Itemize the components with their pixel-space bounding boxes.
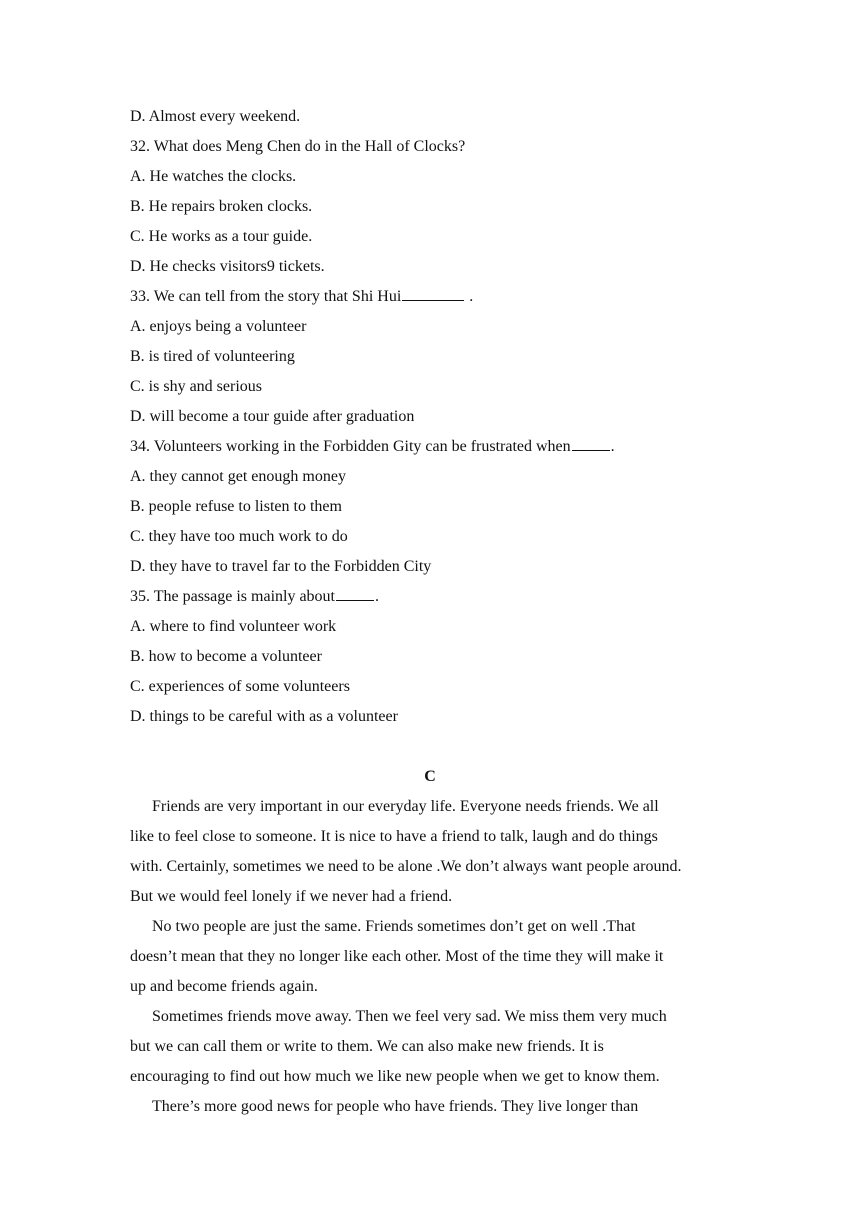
document-body	[130, 102, 770, 1122]
q32-option-b: B. He repairs broken clocks.	[130, 198, 313, 215]
paragraph-line: up and become friends again.	[130, 978, 318, 995]
paragraph-line: like to feel close to someone. It is nice to have a friend to talk, laugh and do things	[130, 828, 658, 845]
q35-stem-text: 35. The passage is mainly about	[130, 588, 335, 605]
q34-stem	[130, 432, 770, 462]
paragraph-line: encouraging to find out how much we like new people when we get to know them.	[130, 1068, 660, 1085]
q33-option-b: B. is tired of volunteering	[130, 348, 295, 365]
q35-answer-blank	[336, 585, 374, 601]
q34-stem-end: .	[610, 438, 615, 455]
q34-option-a: A. they cannot get enough money	[130, 468, 346, 485]
paragraph-1	[130, 792, 770, 912]
paragraph-line: but we can call them or write to them. We can also make new friends. It is	[130, 1038, 604, 1055]
q35-option-d: D. things to be careful with as a volunteer	[130, 708, 398, 725]
q33-option-c: C. is shy and serious	[130, 378, 262, 395]
q34-stem-text: 34. Volunteers working in the Forbidden Gity can be frustrated when	[130, 438, 571, 455]
q34-option-b: B. people refuse to listen to them	[130, 498, 342, 515]
paragraph-4	[130, 1092, 770, 1122]
paragraph-2	[130, 912, 770, 1002]
paragraph-line: doesn’t mean that they no longer like each other. Most of the time they will make it	[130, 948, 664, 965]
paragraph-line: with. Certainly, sometimes we need to be alone .We don’t always want people around.	[130, 858, 682, 875]
section-spacer	[130, 732, 770, 762]
q33-option-a: A. enjoys being a volunteer	[130, 318, 307, 335]
q35-stem-end: .	[375, 588, 379, 605]
paragraph-line: There’s more good news for people who have friends. They live longer than	[152, 1098, 639, 1115]
paragraph-3	[130, 1002, 770, 1092]
paragraph-line: Sometimes friends move away. Then we feel very sad. We miss them very much	[152, 1008, 667, 1025]
q32-option-a: A. He watches the clocks.	[130, 168, 297, 185]
q35-option-c: C. experiences of some volunteers	[130, 678, 350, 695]
paragraph-line: No two people are just the same. Friends sometimes don’t get on well .That	[152, 918, 636, 935]
q34-answer-blank	[572, 435, 610, 451]
q34-option-d: D. they have to travel far to the Forbidden City	[130, 558, 432, 575]
section-c-heading: C	[424, 768, 436, 785]
q35-stem	[130, 582, 770, 612]
q33-answer-blank	[402, 285, 464, 301]
paragraph-line: Friends are very important in our everyday life. Everyone needs friends. We all	[152, 798, 659, 815]
q35-option-b: B. how to become a volunteer	[130, 648, 322, 665]
q33-option-d: D. will become a tour guide after graduation	[130, 408, 415, 425]
q32-option-c: C. He works as a tour guide.	[130, 228, 313, 245]
q32-stem: 32. What does Meng Chen do in the Hall of Clocks?	[130, 138, 466, 155]
q34-option-c: C. they have too much work to do	[130, 528, 348, 545]
q33-stem-end: .	[465, 288, 474, 305]
q32-option-d: D. He checks visitors9 tickets.	[130, 258, 325, 275]
paragraph-line: But we would feel lonely if we never had a friend.	[130, 888, 453, 905]
q33-stem-text: 33. We can tell from the story that Shi Hui	[130, 288, 402, 305]
q33-stem	[130, 282, 770, 312]
q31-option-d: D. Almost every weekend.	[130, 108, 301, 125]
q35-option-a: A. where to find volunteer work	[130, 618, 337, 635]
